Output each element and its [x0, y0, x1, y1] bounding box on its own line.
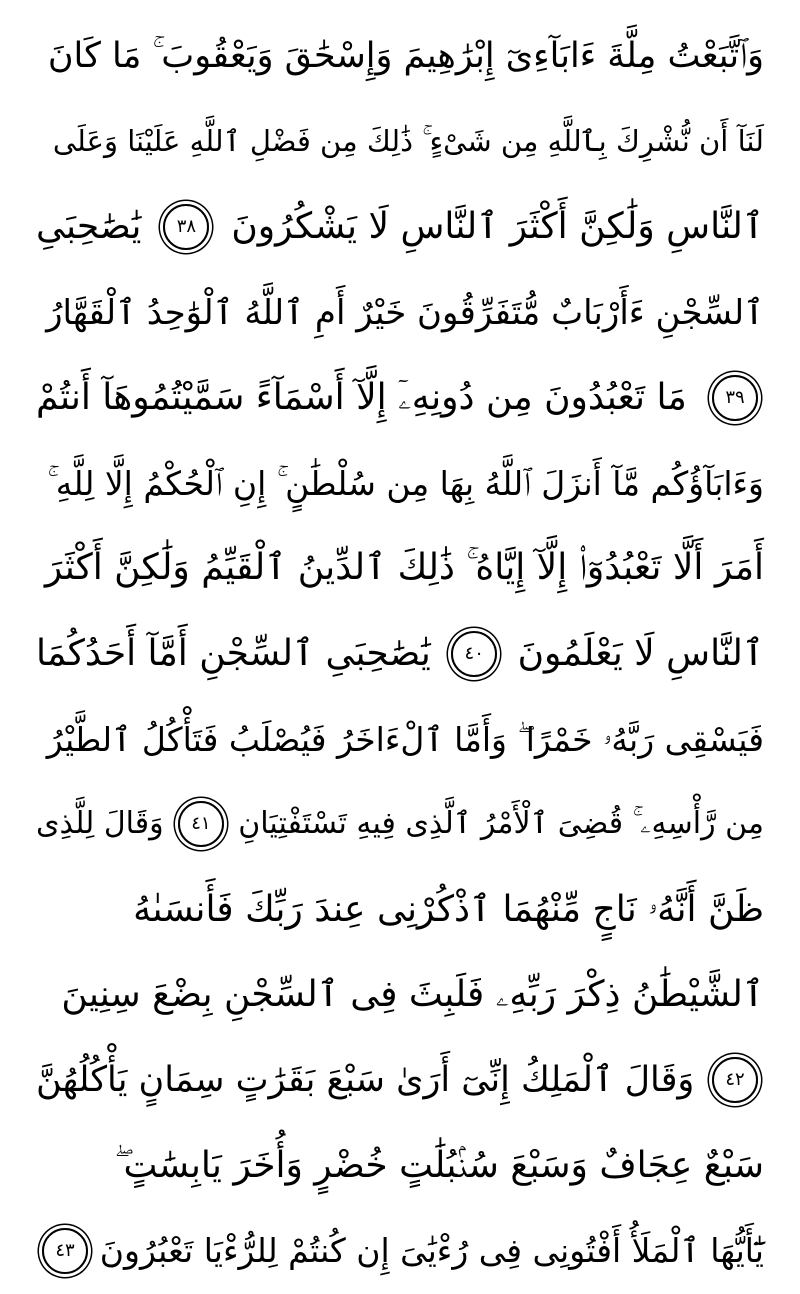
verse-text: وَءَابَآؤُكُم مَّآ أَنزَلَ ٱللَّهُ بِهَا مِن سُلْطَٰنٍ ۚ إِنِ ٱلْحُكْمُ إِلَّا لِلَّهِ ۚ [47, 463, 764, 503]
verse-text: لَنَآ أَن نُّشْرِكَ بِٱللَّهِ مِن شَىْءٍ ۚ ذَٰلِكَ مِن فَضْلِ ٱللَّهِ عَلَيْنَا وَعَلَى [52, 124, 764, 159]
ayah-number-marker: ٤٠ [451, 631, 497, 677]
text-line [36, 270, 764, 355]
verse-text: وَقَالَ لِلَّذِى [36, 806, 164, 842]
verse-text: ٱلشَّيْطَٰنُ ذِكْرَ رَبِّهِۦ فَلَبِثَ فِى ٱلسِّجْنِ بِضْعَ سِنِينَ [61, 973, 764, 1015]
text-line [36, 185, 764, 270]
text-line [36, 99, 764, 184]
ayah-number-marker: ٣٩ [712, 375, 758, 421]
ayah-number-marker: ٤١ [178, 801, 224, 847]
verse-text: أَمَرَ أَلَّا تَعْبُدُوٓا۟ إِلَّآ إِيَّاهُ ۚ ذَٰلِكَ ٱلدِّينُ ٱلْقَيِّمُ وَلَٰكِنَّ أَكْثَرَ [44, 547, 764, 589]
ayah-number-marker: ٤٢ [712, 1057, 758, 1103]
text-line [36, 1038, 764, 1123]
text-line [36, 611, 764, 696]
verse-text: ٱلنَّاسِ وَلَٰكِنَّ أَكْثَرَ ٱلنَّاسِ لَا يَشْكُرُونَ [231, 206, 764, 248]
verse-text: يَٰصَٰحِبَىِ ٱلسِّجْنِ أَمَّآ أَحَدُكُمَا [36, 632, 431, 674]
verse-text: فَيَسْقِى رَبَّهُۥ خَمْرًا ۖ وَأَمَّا ٱلْءَاخَرُ فَيُصْلَبُ فَتَأْكُلُ ٱلطَّيْرُ [46, 719, 764, 759]
verse-text: ظَنَّ أَنَّهُۥ نَاجٍ مِّنْهُمَا ٱذْكُرْنِى عِندَ رَبِّكَ فَأَنسَىٰهُ [133, 888, 764, 930]
text-line [36, 440, 764, 525]
verse-text: ٱلسِّجْنِ ءَأَرْبَابٌ مُّتَفَرِّقُونَ خَيْرٌ أَمِ ٱللَّهُ ٱلْوَٰحِدُ ٱلْقَهَّارُ [46, 292, 764, 333]
verse-text: يَٰٓأَيُّهَا ٱلْمَلَأُ أَفْتُونِى فِى رُءْيَٰىَ إِن كُنتُمْ لِلرُّءْيَا تَعْبُرُونَ [99, 1231, 764, 1271]
ayah-number-marker: ٣٨ [163, 204, 209, 250]
text-line [36, 14, 764, 99]
verse-text: ٱلنَّاسِ لَا يَعْلَمُونَ [517, 632, 764, 674]
text-line [36, 696, 764, 781]
text-line [36, 952, 764, 1037]
text-line [36, 526, 764, 611]
verse-text: وَٱتَّبَعْتُ مِلَّةَ ءَابَآءِىٓ إِبْرَٰهِيمَ وَإِسْحَٰقَ وَيَعْقُوبَ ۚ مَا كَانَ [47, 36, 764, 77]
text-line [36, 782, 764, 867]
verse-text: مَا تَعْبُدُونَ مِن دُونِهِۦٓ إِلَّآ أَسْمَآءً سَمَّيْتُمُوهَآ أَنتُمْ [36, 376, 687, 418]
verse-text: يَٰصَٰحِبَىِ [36, 206, 142, 248]
text-line [36, 355, 764, 440]
verse-text: وَقَالَ ٱلْمَلِكُ إِنِّىٓ أَرَىٰ سَبْعَ بَقَرَٰتٍ سِمَانٍ يَأْكُلُهُنَّ [36, 1059, 695, 1100]
text-line [36, 867, 764, 952]
verse-text: سَبْعٌ عِجَافٌ وَسَبْعَ سُنۢبُلَٰتٍ خُضْرٍ وَأُخَرَ يَابِسَٰتٍ ۖ [114, 1144, 764, 1186]
verse-text: مِن رَّأْسِهِۦ ۚ قُضِىَ ٱلْأَمْرُ ٱلَّذِى فِيهِ تَسْتَفْتِيَانِ [238, 806, 764, 842]
text-line [36, 1123, 764, 1208]
ayah-number-marker: ٤٣ [42, 1228, 88, 1274]
text-line [36, 1208, 764, 1293]
